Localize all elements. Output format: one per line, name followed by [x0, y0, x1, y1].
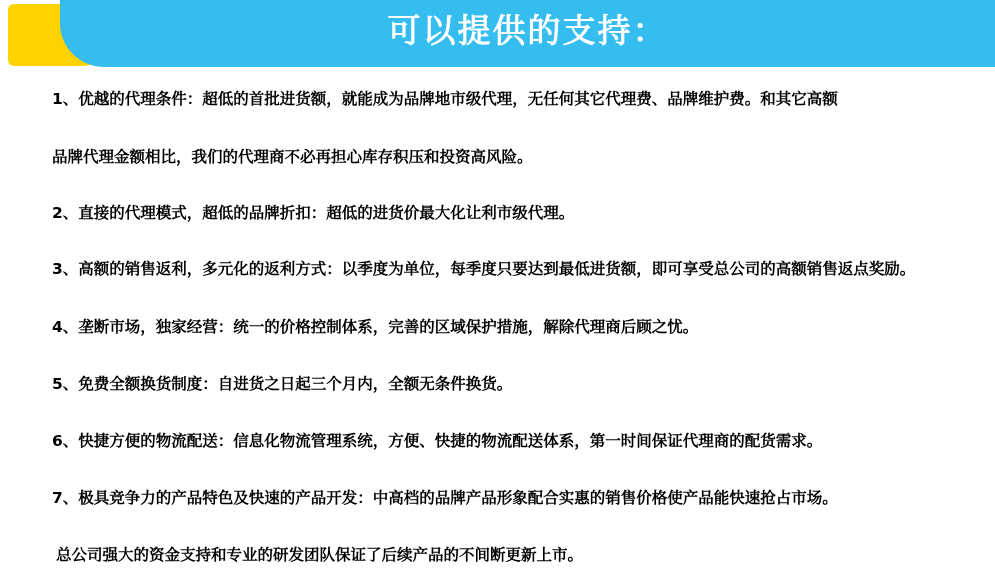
footer-statement: 总公司强大的资金支持和专业的研发团队保证了后续产品的不间断更新上市。	[56, 546, 584, 564]
page-title: 可以提供的支持：	[387, 11, 668, 50]
list-item: 2、直接的代理模式，超低的品牌折扣：超低的进货价最大化让利市级代理。	[52, 204, 575, 222]
list-item: 4、垄断市场，独家经营：统一的价格控制体系，完善的区域保护措施，解除代理商后顾之忧。	[52, 318, 699, 336]
header-banner	[0, 0, 995, 75]
support-list	[0, 75, 995, 581]
list-item: 品牌代理金额相比，我们的代理商不必再担心库存积压和投资高风险。	[52, 148, 533, 166]
list-item: 7、极具竞争力的产品特色及快速的产品开发：中高档的品牌产品形象配合实惠的销售价格使产品能快速抢占市场。	[52, 489, 838, 507]
list-item: 5、免费全额换货制度：自进货之日起三个月内，全额无条件换货。	[52, 375, 513, 393]
list-item: 1、优越的代理条件：超低的首批进货额，就能成为品牌地市级代理，无任何其它代理费、品牌维护费。和其它高额	[52, 90, 838, 108]
list-item: 6、快捷方便的物流配送：信息化物流管理系统，方便、快捷的物流配送体系，第一时间保证代理商的配货需求。	[52, 432, 823, 450]
list-item: 3、高额的销售返利，多元化的返利方式：以季度为单位，每季度只要达到最低进货额，即可享受总公司的高额销售返点奖励。	[52, 260, 916, 278]
